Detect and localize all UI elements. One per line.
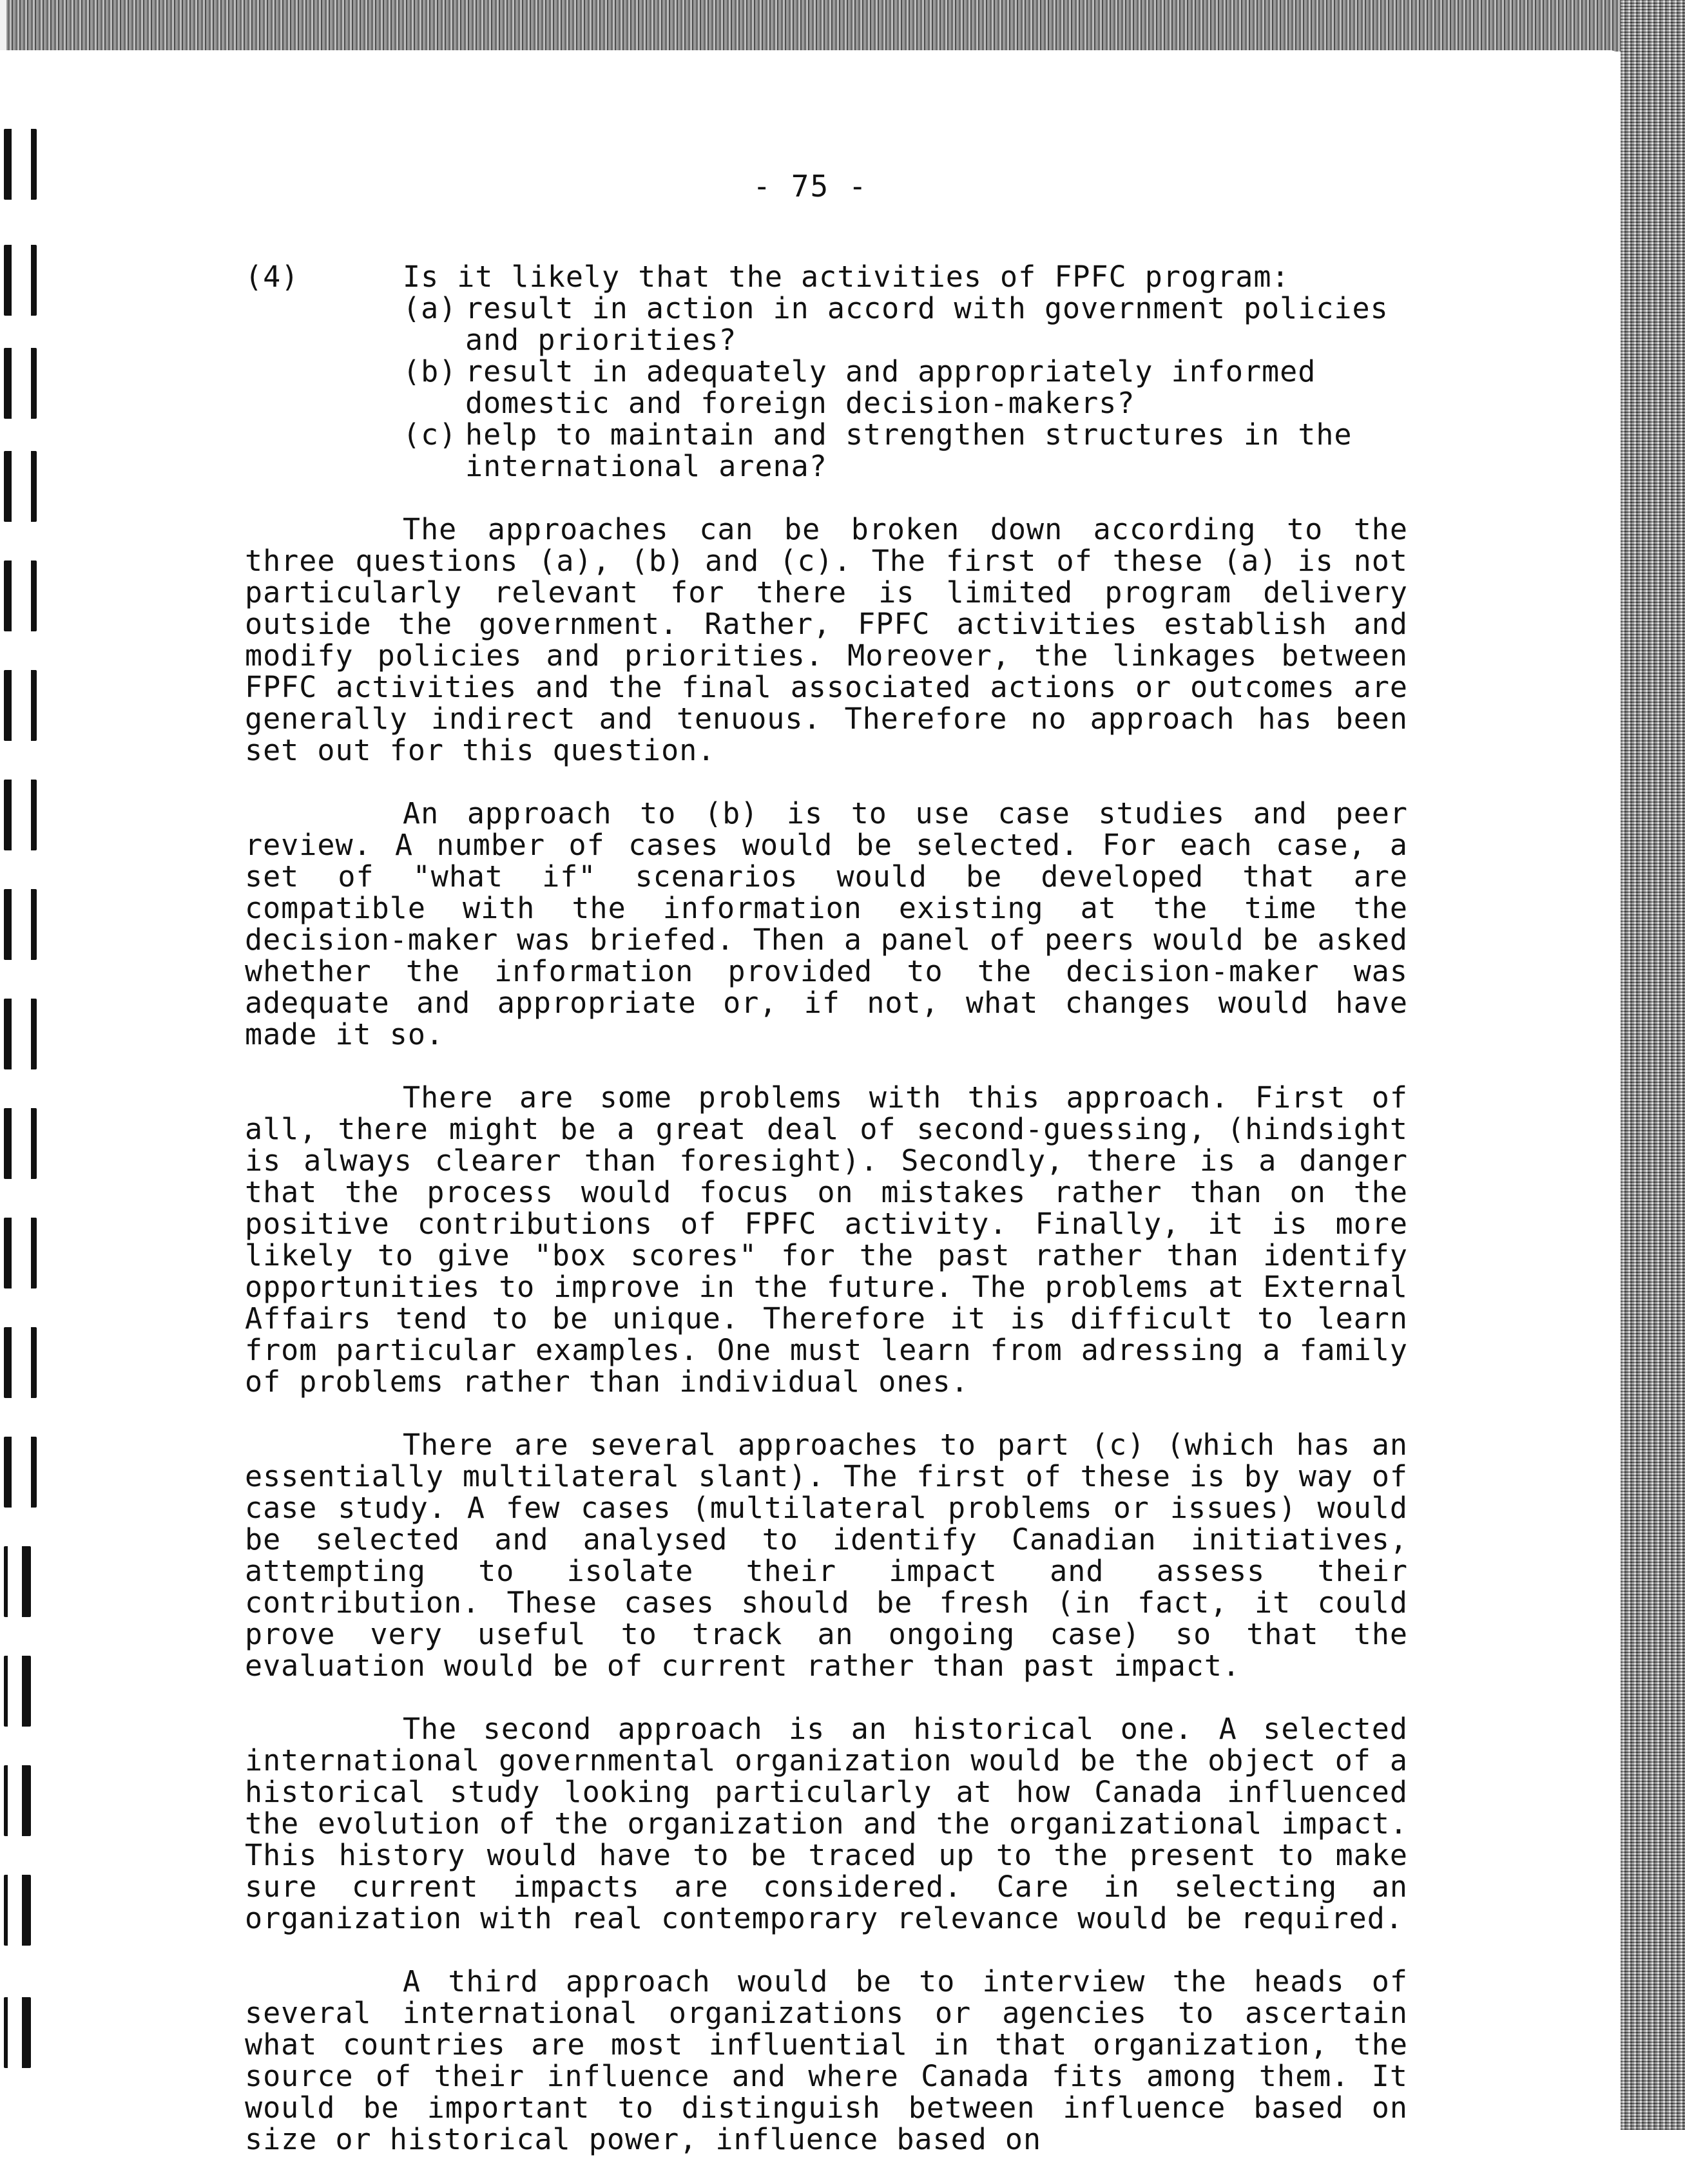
paragraph: A third approach would be to interview the heads of several international organizations or agencies to ascertain what countries are most influential in that organization, the source of their influence and where Canada fits among them. It would be important to distinguish between influence based on size or historical power, influence based on bbox=[245, 1964, 1408, 2156]
binder-mark bbox=[4, 560, 37, 631]
binder-mark bbox=[4, 999, 37, 1069]
binder-mark bbox=[4, 451, 37, 522]
sub-question-letter: (c) bbox=[403, 417, 457, 452]
binder-mark bbox=[4, 1327, 37, 1398]
binder-mark bbox=[4, 245, 37, 316]
binder-mark bbox=[4, 1108, 37, 1179]
binder-mark bbox=[4, 1875, 31, 1946]
question-number: (4) bbox=[245, 260, 300, 294]
binder-mark bbox=[4, 1437, 37, 1508]
binder-mark bbox=[4, 889, 37, 960]
paragraph: There are some problems with this approach. First of all, there might be a great deal of second-guessing, (hindsight is always clearer than foresight). Secondly, there is a danger that the process would focus on mistakes rather than on the positive contributions of FPFC activity. Finally, it is more likely to give "box scores" for the past rather than identify opportunities to improve in the future. The problems at External Affairs tend to be unique. Therefore it is difficult to learn from particular examples. One must learn from adressing a family of problems rather than individual ones. bbox=[245, 1080, 1408, 1399]
scan-border-top bbox=[0, 0, 1685, 52]
scan-border-right bbox=[1621, 0, 1685, 2130]
binder-mark bbox=[4, 1546, 31, 1617]
binder-mark bbox=[4, 348, 37, 419]
question-block bbox=[245, 261, 1408, 482]
paragraph: The approaches can be broken down according to the three questions (a), (b) and (c). The first of these (a) is not particularly relevant for there is limited program delivery outside the government. Rather, FPFC activities establish and modify policies and priorities. Moreover, the linkages between FPFC activities and the final associated actions or outcomes are generally indirect and tenuous. Therefore no approach has been set out for this question. bbox=[245, 512, 1408, 767]
binder-mark bbox=[4, 1765, 31, 1836]
binder-mark bbox=[4, 670, 37, 741]
sub-question-text: help to maintain and strengthen structures in the international arena? bbox=[465, 417, 1353, 483]
sub-question-b bbox=[403, 356, 1408, 419]
document-body bbox=[245, 261, 1408, 2184]
page-number: - 75 - bbox=[753, 169, 868, 204]
binder-mark bbox=[4, 780, 37, 850]
paragraph: There are several approaches to part (c) (which has an essentially multilateral slant). The first of these is by way of case study. A few cases (multilateral problems or issues) would be selected and analysed to identify Canadian initiatives, attempting to isolate their impact and assess their contribution. These cases should be fresh (in fact, it could prove very useful to track an ongoing case) so that the evaluation would be of current rather than past impact. bbox=[245, 1428, 1408, 1683]
sub-question-c bbox=[403, 419, 1408, 482]
sub-question-letter: (a) bbox=[403, 291, 457, 325]
binder-mark bbox=[4, 1997, 31, 2068]
sub-question-a bbox=[403, 292, 1408, 356]
question-body bbox=[403, 261, 1408, 482]
sub-question-text: result in adequately and appropriately informed domestic and foreign decision-makers? bbox=[465, 354, 1316, 420]
binder-mark bbox=[4, 1218, 37, 1288]
sub-question-text: result in action in accord with government policies and priorities? bbox=[465, 291, 1389, 357]
paragraph: An approach to (b) is to use case studies and peer review. A number of cases would be selected. For each case, a set of "what if" scenarios would be developed that are compatible with the information existing at the time the decision-maker was briefed. Then a panel of peers would be asked whether the information provided to the decision-maker was adequate and appropriate or, if not, what changes would have made it so. bbox=[245, 796, 1408, 1051]
paragraph: The second approach is an historical one. A selected international governmental organization would be the object of a historical study looking particularly at how Canada influenced the evolution of the organization and the organizational impact. This history would have to be traced up to the present to make sure current impacts are considered. Care in selecting an organization with real contemporary relevance would be required. bbox=[245, 1712, 1408, 1935]
sub-question-letter: (b) bbox=[403, 354, 457, 388]
question-text: Is it likely that the activities of FPFC program: bbox=[403, 260, 1290, 294]
binder-mark bbox=[4, 1656, 31, 1727]
